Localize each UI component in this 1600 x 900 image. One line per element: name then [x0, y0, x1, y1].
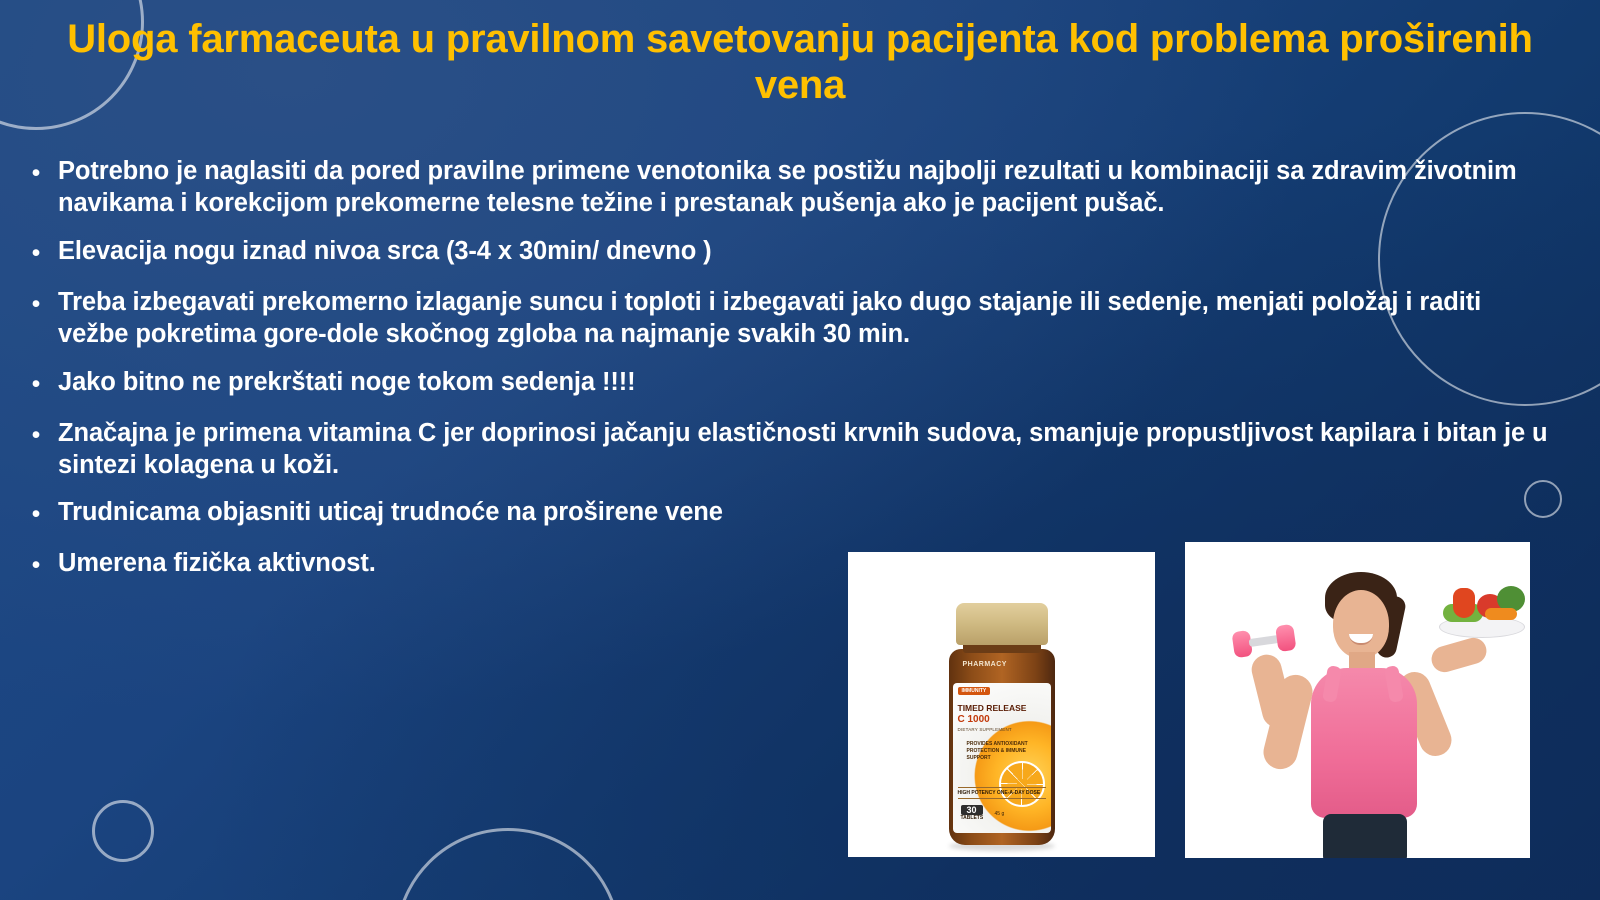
dumbbell-weight-right — [1275, 624, 1296, 652]
bullet-marker-icon: • — [31, 500, 41, 529]
decorative-circle-bottom-left-large — [395, 828, 621, 900]
list-item — [14, 417, 1554, 482]
label-tablet-count-unit: TABLETS — [960, 815, 984, 821]
bullet-marker-icon: • — [31, 238, 41, 267]
lower-body — [1323, 814, 1407, 858]
bullet-marker-icon: • — [31, 420, 41, 449]
list-item — [14, 235, 1554, 271]
list-item — [14, 496, 1554, 532]
bullet-list — [14, 155, 1554, 598]
bottle-cap — [956, 603, 1048, 645]
list-item-text: Jako bitno ne prekrštati noge tokom sedenja !!!! — [58, 367, 636, 396]
supplement-bottle — [943, 603, 1061, 845]
dumbbell-bar — [1249, 635, 1280, 647]
bottle-body — [949, 649, 1055, 845]
list-item-text: Potrebno je naglasiti da pored pravilne primene venotonika se postižu najbolji rezultati u kombinaciji sa zdravim životnim navikama i korekcijom prekomerne telesne težine i prestanak pušenja ako je pacijent pušač. — [58, 157, 1517, 218]
label-potency-text: HIGH POTENCY ONE-A-DAY DOSE — [958, 787, 1046, 799]
bottle-illustration — [848, 552, 1155, 857]
fitness-illustration — [1185, 542, 1530, 858]
page-title: Uloga farmaceuta u pravilnom savetovanju pacijenta kod problema proširenih vena — [67, 17, 1533, 107]
bullet-marker-icon: • — [31, 159, 41, 187]
bottle-front-label — [953, 683, 1051, 833]
decorative-circle-bottom-left-small — [92, 800, 154, 862]
label-product-name: C 1000 — [957, 714, 990, 725]
list-item-text: Umerena fizička aktivnost. — [58, 549, 376, 578]
bullet-marker-icon: • — [31, 369, 41, 398]
list-item-text: Elevacija nogu iznad nivoa srca (3-4 x 30min/ dnevno ) — [58, 236, 712, 265]
list-item — [14, 155, 1554, 220]
label-product-line: TIMED RELEASE — [957, 703, 1027, 713]
label-category: IMMUNITY — [958, 687, 991, 695]
bullet-marker-icon: • — [31, 289, 41, 318]
carrot-icon — [1485, 608, 1517, 620]
bullet-marker-icon: • — [31, 551, 41, 580]
bottle-brand-text: PHARMACY — [962, 661, 1007, 668]
head — [1333, 590, 1389, 658]
pepper-icon — [1453, 588, 1475, 618]
list-item-text: Treba izbegavati prekomerno izlaganje suncu i toploti i izbegavati jako dugo stajanje ili sedenje, menjati položaj i raditi vežbe pokretima gore-dole skočnog zgloba na najmanje svakih 30 min. — [58, 287, 1482, 349]
list-item-text: Trudnicama objasniti uticaj trudnoće na proširene vene — [58, 498, 723, 527]
dumbbell-icon — [1231, 624, 1296, 658]
label-supplement-text: DIETARY SUPPLEMENT — [957, 727, 1012, 732]
label-tablet-count — [961, 805, 983, 821]
right-forearm — [1429, 635, 1490, 675]
list-item — [14, 286, 1554, 351]
label-tablet-count-number: 30 — [961, 805, 983, 815]
list-item — [14, 366, 1554, 402]
list-item-text: Značajna je primena vitamina C jer doprinosi jačanju elastičnosti krvnih sudova, smanjuje propustljivost kapilara i bitan je u sintezi kolagena u koži. — [58, 418, 1548, 479]
orange-slice-icon — [999, 761, 1045, 807]
vitamin-c-supplement-bottle-photo — [848, 552, 1155, 857]
label-net-weight: 45 g — [994, 811, 1005, 817]
label-claims-text: PROVIDES ANTIOXIDANT PROTECTION & IMMUNE SUPPORT — [966, 741, 1028, 761]
woman-with-dumbbell-and-vegetables-photo — [1185, 542, 1530, 858]
